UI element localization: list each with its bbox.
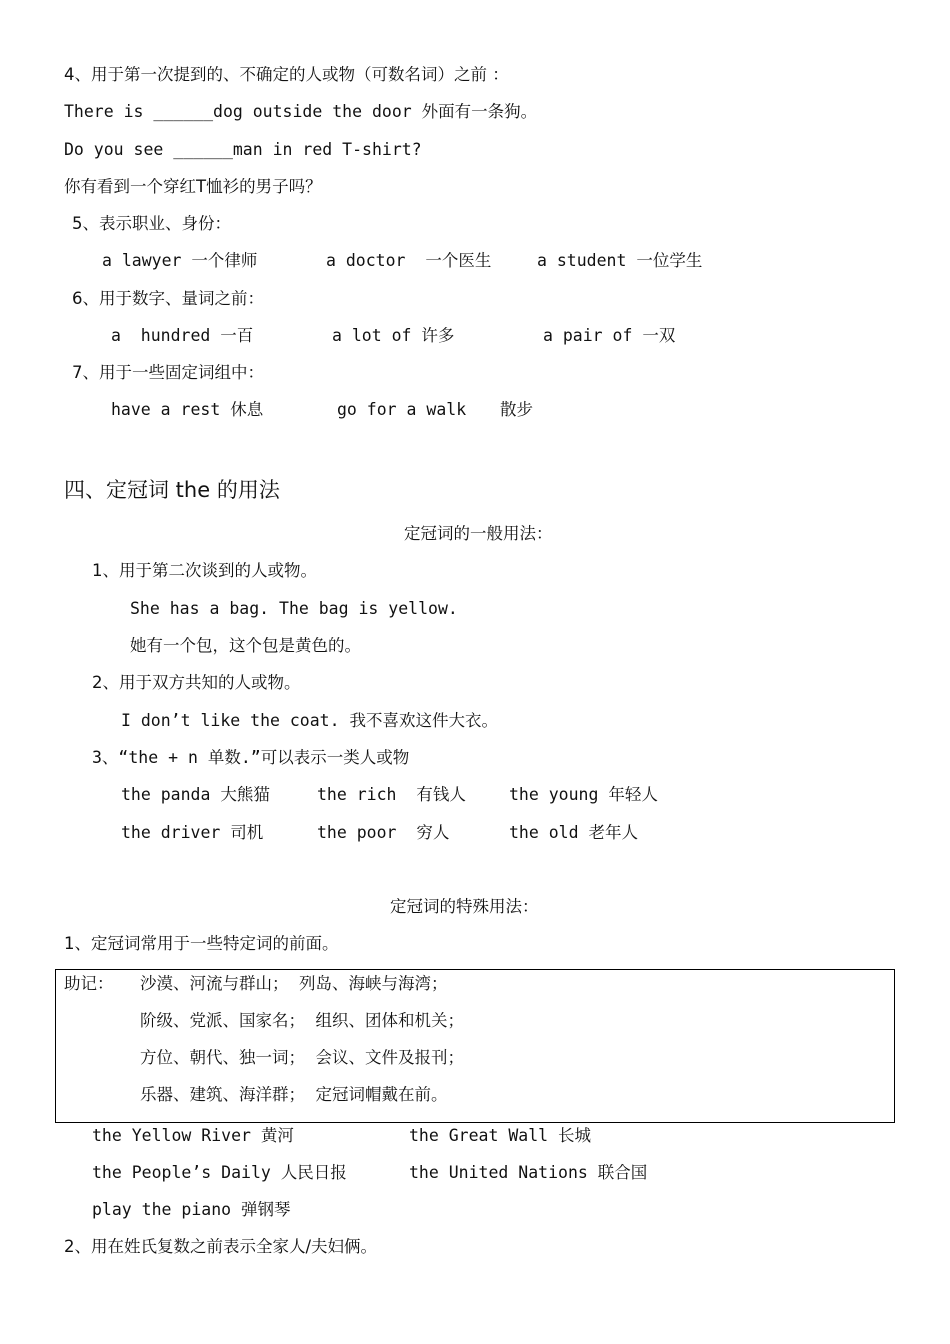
section-heading: 四、定冠词 the 的用法: [64, 478, 280, 502]
mnemonic-line-1: 沙漠、河流与群山； 列岛、海峡与海湾；: [140, 974, 448, 993]
item7-title: 7、用于一些固定词组中：: [72, 363, 264, 382]
example-lawyer: a lawyer 一个律师: [102, 251, 258, 270]
example-yellow-river: the Yellow River 黄河: [92, 1126, 294, 1145]
special-item2-title: 2、用在姓氏复数之前表示全家人/夫妇俩。: [64, 1237, 378, 1256]
general-item1-title: 1、用于第二次谈到的人或物。: [92, 561, 317, 580]
item4-example-2-translation: 你有看到一个穿红T恤衫的男子吗？: [64, 177, 322, 196]
general-item1-translation: 她有一个包，这个包是黄色的。: [130, 636, 361, 655]
special-usage-subtitle: 定冠词的特殊用法：: [390, 897, 539, 916]
item4-title: 4、用于第一次提到的、不确定的人或物（可数名词）之前 ：: [64, 65, 509, 84]
example-the-young: the young 年轻人: [509, 785, 658, 804]
example-have-a-rest: have a rest 休息: [111, 400, 264, 419]
mnemonic-label: 助记：: [64, 974, 114, 993]
example-the-driver: the driver 司机: [121, 823, 264, 842]
example-the-poor: the poor 穷人: [317, 823, 450, 842]
general-item2-example: I don’t like the coat. 我不喜欢这件大衣。: [121, 711, 498, 730]
example-the-old: the old 老年人: [509, 823, 638, 842]
example-walk-translation: 散步: [500, 400, 533, 419]
example-doctor: a doctor 一个医生: [326, 251, 492, 270]
example-great-wall: the Great Wall 长城: [409, 1126, 592, 1145]
mnemonic-line-4: 乐器、建筑、海洋群； 定冠词帽戴在前。: [140, 1085, 448, 1104]
item7-examples: [0, 399, 950, 487]
example-the-panda: the panda 大熊猫: [121, 785, 270, 804]
mnemonic-line-2: 阶级、党派、国家名； 组织、团体和机关；: [140, 1011, 464, 1030]
example-peoples-daily: the People’s Daily 人民日报: [92, 1163, 347, 1182]
example-a-pair-of: a pair of 一双: [543, 326, 676, 345]
general-usage-subtitle: 定冠词的一般用法：: [404, 524, 553, 543]
example-united-nations: the United Nations 联合国: [409, 1163, 648, 1182]
example-the-rich: the rich 有钱人: [317, 785, 466, 804]
item6-title: 6、用于数字、量词之前：: [72, 289, 264, 308]
example-play-the-piano: play the piano 弹钢琴: [92, 1200, 291, 1219]
example-go-for-a-walk: go for a walk: [337, 400, 467, 419]
special-item1-title: 1、定冠词常用于一些特定词的前面。: [64, 934, 339, 953]
example-hundred: a hundred 一百: [111, 326, 254, 345]
example-student: a student 一位学生: [537, 251, 703, 270]
general-item3-title: 3、“the + n 单数.”可以表示一类人或物: [92, 748, 410, 767]
general-item1-example: She has a bag. The bag is yellow.: [130, 599, 458, 618]
example-a-lot-of: a lot of 许多: [332, 326, 455, 345]
item4-example-1: There is ______dog outside the door 外面有一条狗。: [64, 102, 538, 121]
mnemonic-line-3: 方位、朝代、独一词； 会议、文件及报刊；: [140, 1048, 464, 1067]
general-item2-title: 2、用于双方共知的人或物。: [92, 673, 301, 692]
item5-title: 5、表示职业、身份：: [72, 214, 231, 233]
item4-example-2: Do you see ______man in red T-shirt?: [64, 140, 422, 159]
